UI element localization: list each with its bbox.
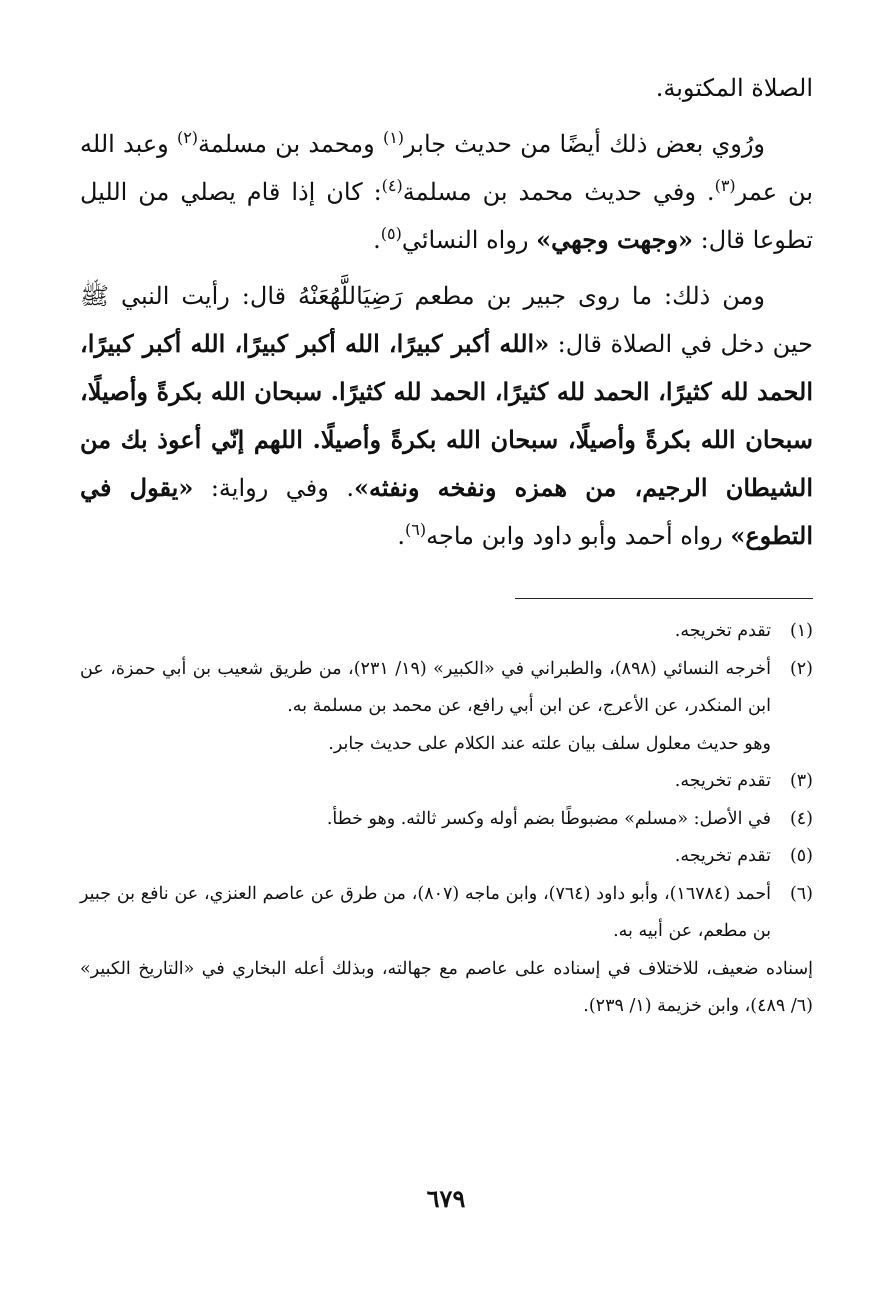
text-run: ورُوي بعض ذلك أيضًا من حديث جابر bbox=[404, 130, 765, 158]
text-run: ومن ذلك: ما روى جبير بن مطعم رَضِيَاللَّهُعَنْهُ قال: رأيت النبي ﷺ حين دخل في الصلاة قال: bbox=[80, 282, 814, 358]
text-run: . bbox=[373, 226, 381, 254]
footnote-item bbox=[80, 876, 813, 951]
quoted-supplication: «الله أكبر كبيرًا، الله أكبر كبيرًا، الله أكبر كبيرًا، الحمد لله كثيرًا، الحمد لله كثيرًا، الحمد لله كثيرًا. سبحان الله بكرةً وأصيلًا، سبحان الله بكرةً وأصيلًا، سبحان الله بكرةً وأصيلًا. اللهم إنّي أعوذ بك من الشيطان الرجيم، من همزه ونفخه ونفثه» bbox=[80, 329, 813, 502]
footnote-text: تقدم تخريجه. bbox=[674, 621, 771, 641]
footnote-text: أحمد (١٦٧٨٤)، وأبو داود (٧٦٤)، وابن ماجه (٨٠٧)، من طرق عن عاصم العنزي، عن نافع بن جبير بن مطعم، عن أبيه به. bbox=[80, 883, 772, 941]
footnote-ref[interactable]: (٣) bbox=[714, 176, 736, 195]
footnote-number: (٥) bbox=[789, 846, 813, 866]
text-run: ومحمد بن مسلمة bbox=[198, 130, 383, 158]
footnote-number: (١) bbox=[789, 621, 813, 641]
footnote-ref[interactable]: (١) bbox=[382, 128, 405, 147]
text-run: وعبد الله بن عمر bbox=[80, 130, 813, 206]
text-run: رواه النسائي bbox=[401, 226, 537, 254]
text-run: . وفي رواية: bbox=[193, 474, 354, 502]
footnote-text: في الأصل: «مسلم» مضبوطًا بضم أوله وكسر ثالثه. وهو خطأ. bbox=[326, 808, 771, 829]
text-run: : كان إذا قام يصلي من الليل تطوعا قال: bbox=[80, 178, 813, 254]
footnote-text: تقدم تخريجه. bbox=[674, 771, 771, 791]
footnote-text: أخرجه النسائي (٨٩٨)، والطبراني في «الكبير» (١٩/ ٢٣١)، من طريق شعيب بن أبي حمزة، عن ابن المنكدر، عن الأعرج، عن ابن أبي رافع، عن محمد بن مسلمة به. bbox=[80, 658, 771, 716]
footnote-item bbox=[80, 763, 813, 801]
text-run: . bbox=[397, 522, 406, 550]
footnote-item bbox=[80, 651, 813, 726]
footnote-continuation: إسناده ضعيف، للاختلاف في إسناده على عاصم مع جهالته، وبذلك أعله البخاري في «التاريخ الكبير» (٦/ ٤٨٩)، وابن خزيمة (١/ ٢٣٩). bbox=[80, 958, 813, 1016]
footnote-ref[interactable]: (٦) bbox=[405, 520, 427, 539]
footnote-text: تقدم تخريجه. bbox=[674, 846, 771, 866]
footnote-ref[interactable]: (٢) bbox=[176, 128, 199, 147]
text-run: رواه أحمد وأبو داود وابن ماجه bbox=[426, 522, 731, 550]
paragraph-continuation bbox=[80, 64, 813, 112]
quoted-narration: «يقول في التطوع» bbox=[80, 473, 813, 550]
footnotes bbox=[80, 613, 813, 1026]
footnote-ref[interactable]: (٥) bbox=[380, 224, 402, 243]
footnote-number: (٤) bbox=[789, 808, 813, 829]
quoted-supplication: «وجهت وجهي» bbox=[536, 225, 694, 254]
footnote-number: (٢) bbox=[789, 658, 813, 679]
book-page bbox=[80, 64, 813, 1224]
page-number: ٦٧٩ bbox=[426, 1184, 466, 1213]
footnote-item bbox=[80, 613, 813, 651]
paragraph-jubair-hadith bbox=[80, 272, 813, 560]
continuation-text: الصلاة المكتوبة. bbox=[655, 74, 813, 102]
text-run: . وفي حديث محمد بن مسلمة bbox=[402, 178, 715, 206]
footnote-number: (٦) bbox=[789, 883, 813, 904]
footnote-item bbox=[80, 801, 813, 839]
footnote-number: (٣) bbox=[789, 771, 813, 791]
footnote-item bbox=[80, 838, 813, 876]
footnote-continuation: وهو حديث معلول سلف بيان علته عند الكلام على حديث جابر. bbox=[328, 733, 771, 754]
footnote-separator bbox=[515, 598, 813, 599]
paragraph-narrations bbox=[80, 120, 813, 264]
footnote-ref[interactable]: (٤) bbox=[381, 176, 403, 195]
